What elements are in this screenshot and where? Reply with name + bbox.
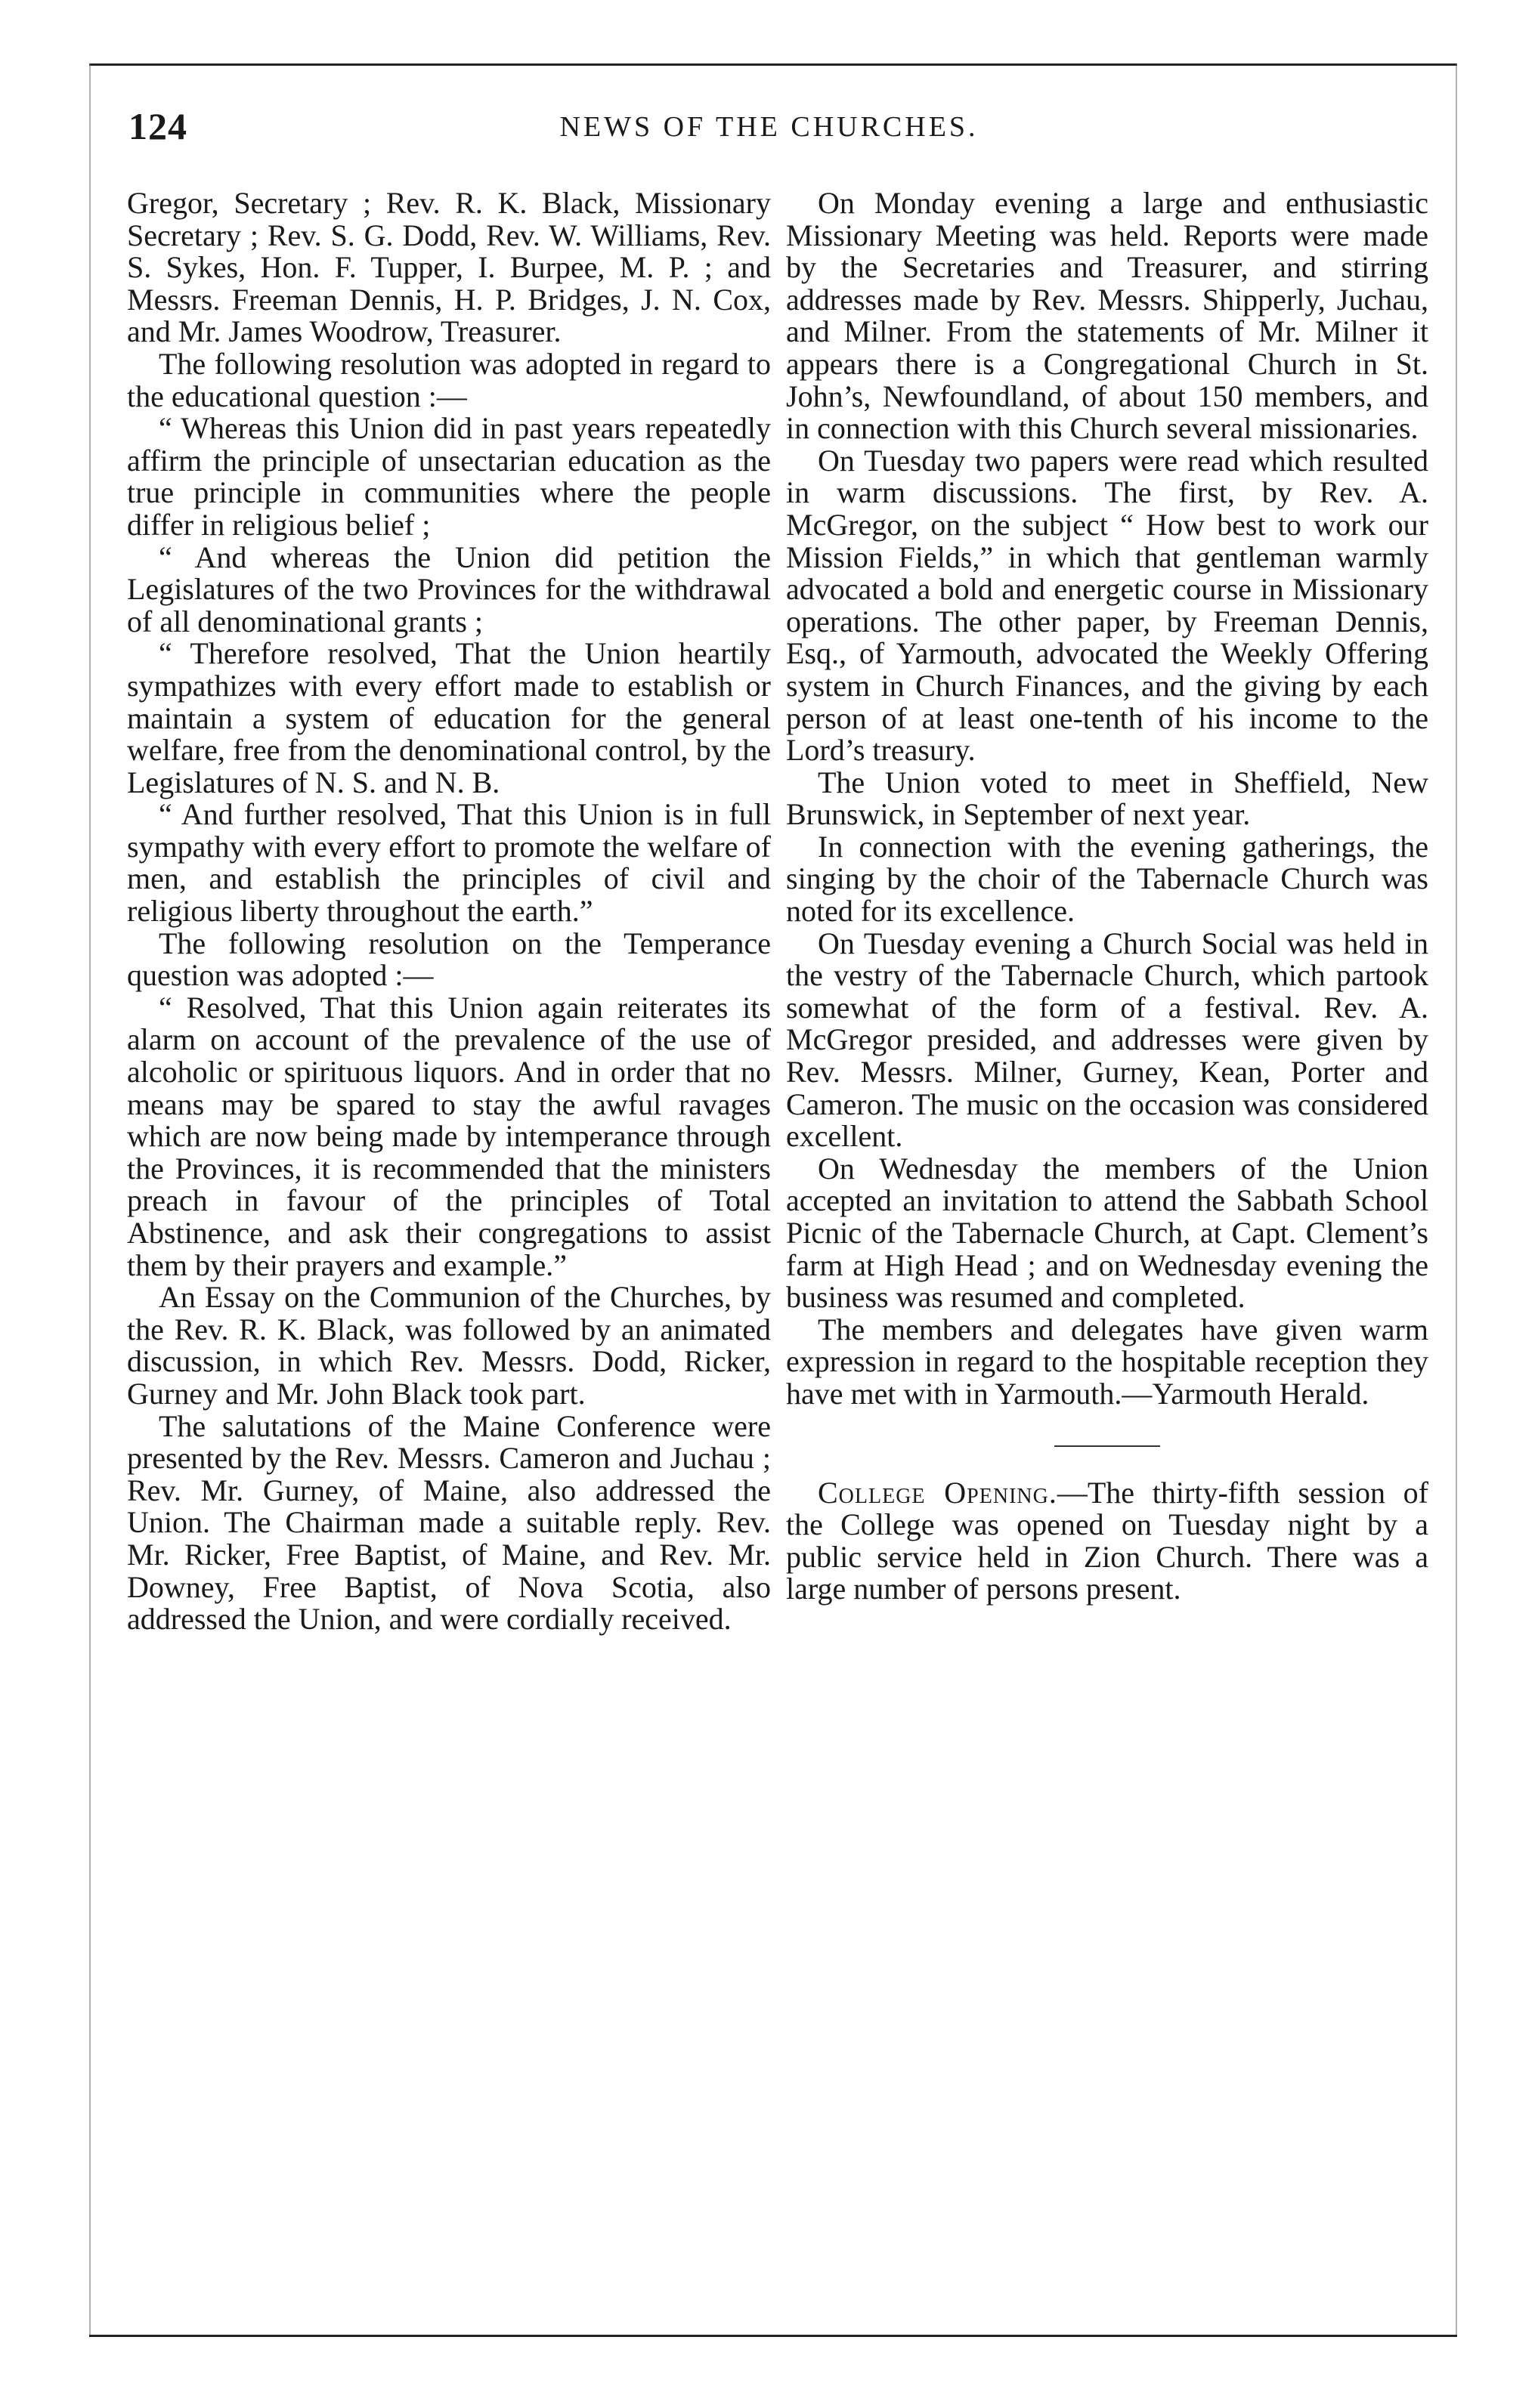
top-rule — [89, 63, 1457, 66]
running-head: NEWS OF THE CHURCHES. — [559, 111, 979, 143]
paragraph: An Essay on the Communion of the Churches, by the Rev. R. K. Black, was followed by an animated discussion, in which Rev. Messrs. Dodd, Ricker, Gurney and Mr. John Black took part. — [127, 1280, 771, 1411]
paragraph: In connection with the evening gatherings, the singing by the choir of the Tabernacle Church was noted for its excellence. — [786, 829, 1428, 929]
college-paragraph — [786, 1477, 1428, 1606]
paragraph: On Wednesday the members of the Union accepted an invitation to attend the Sabbath School Picnic of the Tabernacle Church, at Capt. Clement’s farm at High Head ; and on Wednesday evening the business was resumed and completed. — [786, 1151, 1428, 1315]
left-border — [89, 63, 91, 2336]
paragraph: “ Resolved, That this Union again reiterates its alarm on account of the prevalence of the use of alcoholic or spirituous liquors. And in order that no means may be spared to stay the awful ravages which are now being made by intemperance through the Provinces, it is recommended that the ministers preach in favour of the principles of Total Abstinence, and ask their congregations to assist them by their prayers and example.” — [127, 990, 771, 1282]
paragraph: “ Therefore resolved, That the Union heartily sympathizes with every effort made to establish or maintain a system of education for the general welfare, free from the denominational control, by the Legislatures of N. S. and N. B. — [127, 636, 771, 799]
paragraph: “ And further resolved, That this Union is in full sympathy with every effort to promote the welfare of men, and establish the principles of civil and religious liberty throughout the earth.” — [127, 797, 771, 929]
paragraph: Gregor, Secretary ; Rev. R. K. Black, Missionary Secretary ; Rev. S. G. Dodd, Rev. W. Williams, Rev. S. Sykes, Hon. F. Tupper, I. Burpee, M. P. ; and Messrs. Freeman Dennis, H. P. Bridges, J. N. Cox, and Mr. James Woodrow, Treasurer. — [127, 186, 771, 349]
paragraph: On Tuesday evening a Church Social was held in the vestry of the Tabernacle Church, which partook somewhat of the form of a festival. Rev. A. McGregor presided, and addresses were given by Rev. Messrs. Milner, Gurney, Kean, Porter and Cameron. The music on the occasion was considered excellent. — [786, 926, 1428, 1154]
right-column — [786, 187, 1428, 1606]
paragraph: On Tuesday two papers were read which resulted in warm discussions. The first, by Rev. A. McGregor, on the subject “ How best to work our Mission Fields,” in which that gentleman warmly advocated a bold and energetic course in Missionary operations. The other paper, by Freeman Dennis, Esq., of Yarmouth, advocated the Weekly Offering system in Church Finances, and the giving by each person of at least one-tenth of his income to the Lord’s treasury. — [786, 443, 1428, 768]
paragraph: The salutations of the Maine Conference were presented by the Rev. Messrs. Cameron and Juchau ; Rev. Mr. Gurney, of Maine, also addressed the Union. The Chairman made a suitable reply. Rev. Mr. Ricker, Free Baptist, of Maine, and Rev. Mr. Downey, Free Baptist, of Nova Scotia, also addressed the Union, and were cordially received. — [127, 1408, 771, 1637]
college-heading: College Opening. — [818, 1475, 1057, 1510]
right-border — [1456, 63, 1457, 2336]
paragraph: On Monday evening a large and enthusiastic Missionary Meeting was held. Reports were made by the Secretaries and Treasurer, and stirring addresses made by Rev. Messrs. Shipperly, Juchau, and Milner. From the statements of Mr. Milner it appears there is a Congregational Church in St. John’s, Newfoundland, of about 150 members, and in connection with this Church several missionaries. — [786, 186, 1428, 446]
section-divider — [1054, 1445, 1160, 1447]
page-number: 124 — [128, 105, 187, 147]
bottom-rule — [89, 2335, 1457, 2337]
left-column — [127, 187, 771, 1636]
paragraph: The members and delegates have given warm expression in regard to the hospitable reception they have met with in Yarmouth.—Yarmouth Herald. — [786, 1312, 1428, 1411]
paragraph: “ And whereas the Union did petition the Legislatures of the two Provinces for the withdrawal of all denominational grants ; — [127, 539, 771, 638]
paragraph: The following resolution on the Temperance question was adopted :— — [127, 926, 771, 993]
paragraph: “ Whereas this Union did in past years repeatedly affirm the principle of unsectarian education as the true principle in communities where the people differ in religious belief ; — [127, 411, 771, 542]
paragraph: The Union voted to meet in Sheffield, New Brunswick, in September of next year. — [786, 765, 1428, 832]
college-text: —The thirty-fifth session of the College was opened on Tuesday night by a public service held in Zion Church. There was a large number of persons present. — [786, 1475, 1429, 1606]
paragraph: The following resolution was adopted in regard to the educational question :— — [127, 346, 771, 413]
